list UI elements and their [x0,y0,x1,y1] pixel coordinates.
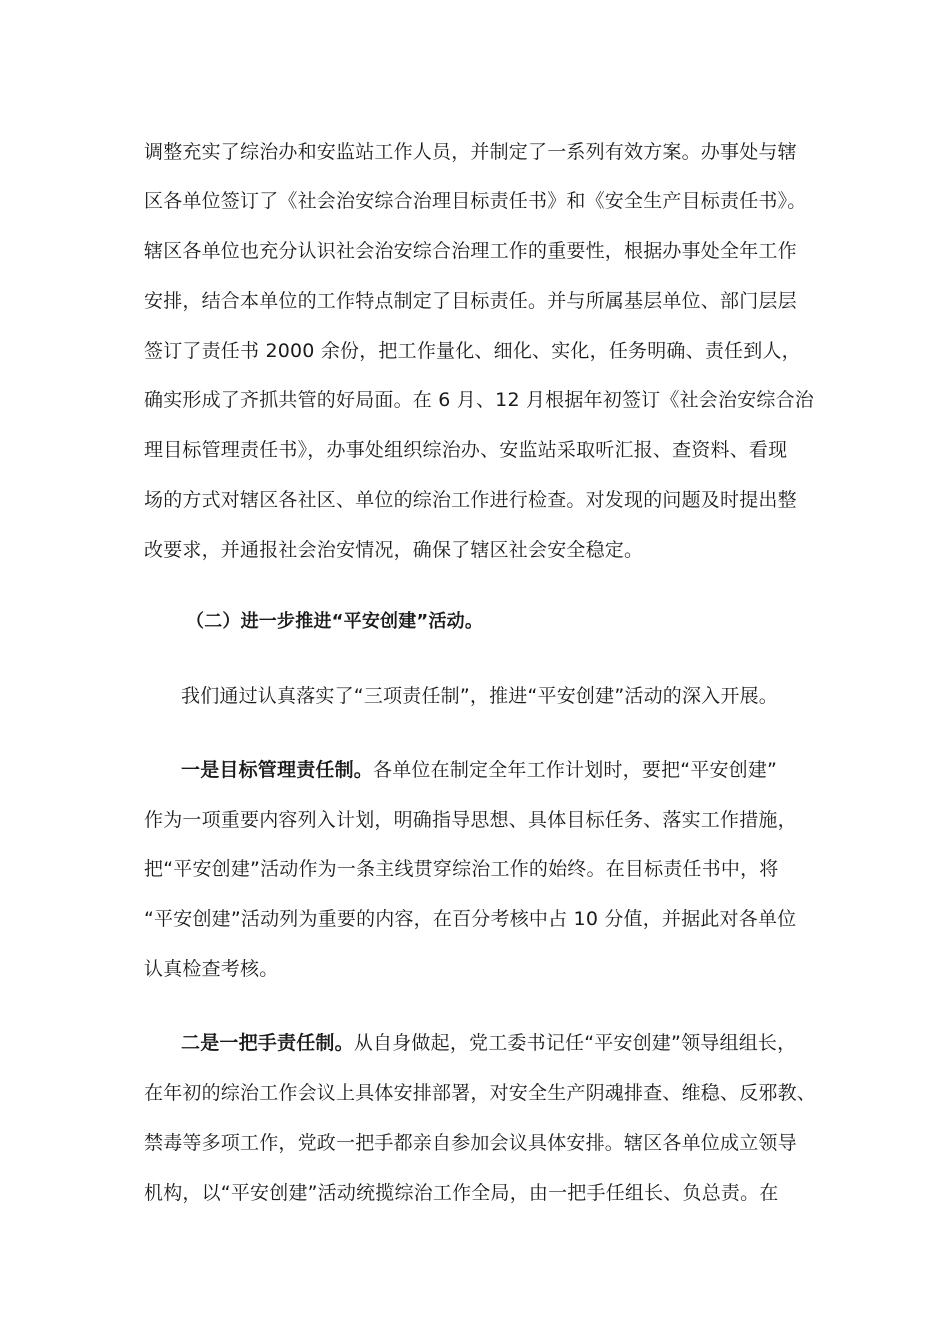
paragraph-line [181,757,777,783]
paragraph-line: 确实形成了齐抓共管的好局面。在 6 月、12 月根据年初签订《社会治安综合治 [144,389,814,411]
paragraph-text: 各单位在制定全年工作计划时，要把“平安创建” [373,759,778,781]
paragraph-line: 安排，结合本单位的工作特点制定了目标责任。并与所属基层单位、部门层层 [144,290,797,312]
paragraph-line: 场的方式对辖区各社区、单位的综治工作进行检查。对发现的问题及时提出整 [144,489,797,511]
paragraph-line: 在年初的综治工作会议上具体安排部署，对安全生产阴魂排查、维稳、反邪教、 [144,1082,817,1104]
paragraph-line: 我们通过认真落实了“三项责任制”，推进“平安创建”活动的深入开展。 [181,685,778,707]
paragraph-line: 辖区各单位也充分认识社会治安综合治理工作的重要性，根据办事处全年工作 [144,240,797,262]
paragraph-line: 把“平安创建”活动作为一条主线贯穿综治工作的始终。在目标责任书中，将 [144,858,779,880]
paragraph-line: 区各单位签订了《社会治安综合治理目标责任书》和《安全生产目标责任书》。 [144,190,807,212]
paragraph-line: 机构，以“平安创建”活动统揽综治工作全局，由一把手任组长、负总责。在 [144,1182,779,1204]
section-heading: （二）进一步推进“平安创建”活动。 [186,611,484,632]
bold-lead: 一是目标管理责任制。 [181,759,374,781]
paragraph-line: 改要求，并通报社会治安情况，确保了辖区社会安全稳定。 [144,539,644,561]
paragraph-line: 作为一项重要内容列入计划，明确指导思想、具体目标任务、落实工作措施， [144,809,797,831]
paragraph-line: 禁毒等多项工作，党政一把手都亲自参加会议具体安排。辖区各单位成立领导 [144,1132,797,1154]
paragraph-line [181,1030,796,1056]
paragraph-text: 从自身做起，党工委书记任“平安创建”领导组组长， [353,1032,797,1054]
paragraph-line: “平安创建”活动列为重要的内容，在百分考核中占 10 分值，并据此对各单位 [144,908,797,930]
paragraph-line: 调整充实了综治办和安监站工作人员，并制定了一系列有效方案。办事处与辖 [144,141,797,163]
paragraph-line: 认真检查考核。 [144,958,279,980]
paragraph-line: 理目标管理责任书》，办事处组织综治办、安监站采取听汇报、查资料、看现 [144,439,788,461]
paragraph-line: 签订了责任书 2000 余份，把工作量化、细化、实化，任务明确、责任到人， [144,340,801,362]
bold-lead: 二是一把手责任制。 [181,1032,354,1054]
